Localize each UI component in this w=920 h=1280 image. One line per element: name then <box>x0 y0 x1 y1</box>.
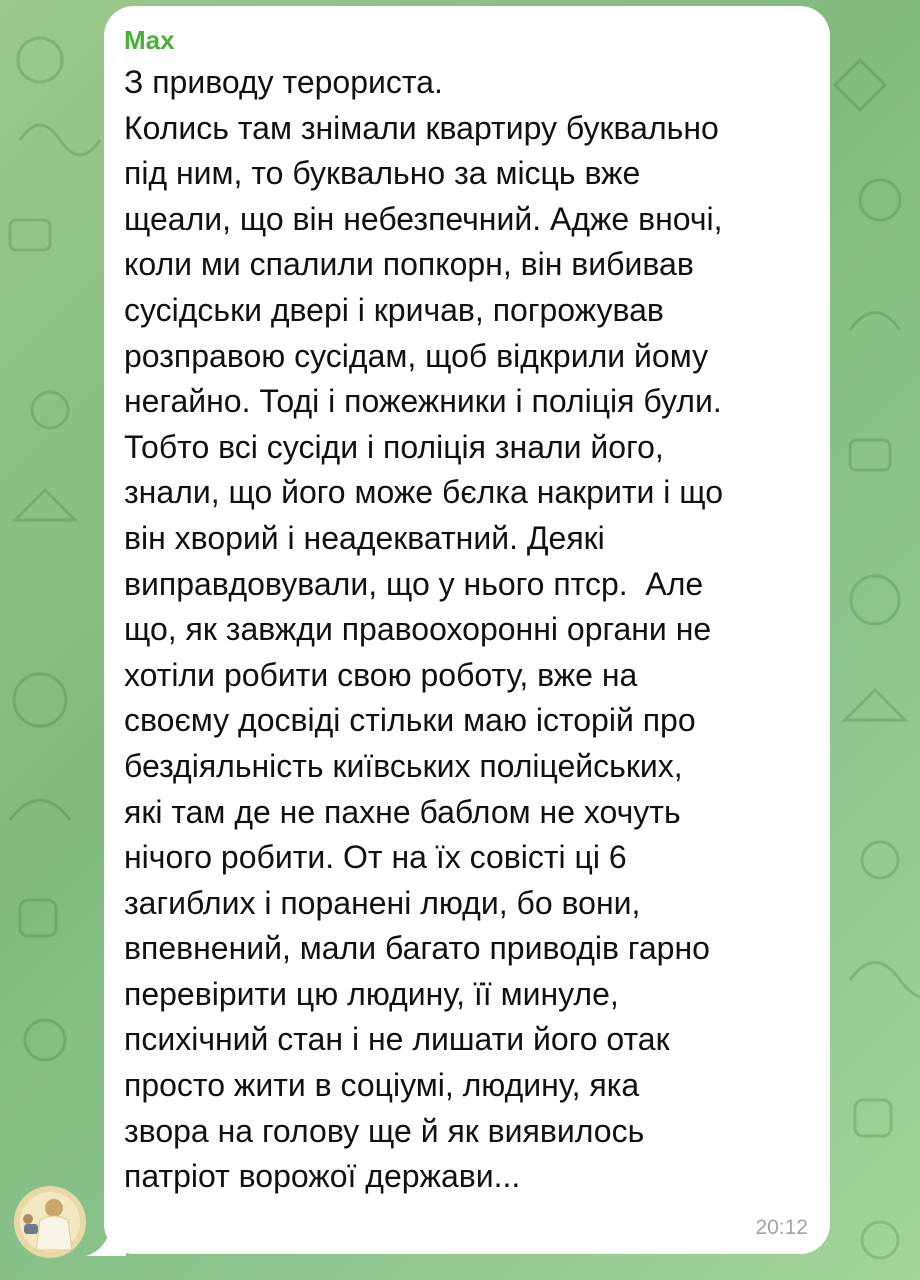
message-line: перевірити цю людину, її минуле, <box>124 975 619 1012</box>
message-line: негайно. Тоді і пожежники і поліція були. <box>124 383 722 420</box>
message-line: Колись там знімали квартиру буквально <box>124 109 719 146</box>
message-line: знали, що його може бєлка накрити і що <box>124 474 724 511</box>
message-line: бездіяльність київських поліцейських, <box>124 747 683 784</box>
message-line: впевнений, мали багато приводів гарно <box>124 930 710 967</box>
message-line: сусідськи двері і кричав, погрожував <box>124 291 664 328</box>
message-line: коли ми спалили попкорн, він вибивав <box>124 246 694 283</box>
message-line: Тобто всі сусіди і поліція знали його, <box>124 428 664 465</box>
message-line: своєму досвіді стільки маю історій про <box>124 702 696 739</box>
sender-avatar[interactable] <box>14 1186 86 1258</box>
message-bubble[interactable] <box>104 6 830 1254</box>
sender-name[interactable]: Max <box>124 25 175 55</box>
message-line: З приводу терориста. <box>124 64 443 100</box>
message-line: психічний стан і не лишати його отак <box>124 1021 670 1058</box>
message-line: загиблих і поранені люди, бо вони, <box>124 884 641 921</box>
message-line: що, як завжди правоохоронні органи не <box>124 611 712 648</box>
message-line: які там де не пахне баблом не хочуть <box>124 793 681 830</box>
message-line: звора на голову ще й як виявилось <box>124 1112 645 1149</box>
message-line: патріот ворожої держави... <box>124 1158 521 1195</box>
message-line: хотіли робити свою роботу, вже на <box>124 656 638 693</box>
message-line: щеали, що він небезпечний. Адже вночі, <box>124 200 723 237</box>
message-line: під ним, то буквально за місць вже <box>124 155 641 192</box>
message-timestamp: 20:12 <box>755 1216 808 1239</box>
message-text <box>124 60 810 1200</box>
message-line: розправою сусідам, щоб відкрили йому <box>124 337 709 374</box>
message-line: виправдовували, що у нього птср. Але <box>124 565 704 602</box>
message-line: він хворий і неадекватний. Деякі <box>124 519 605 556</box>
message-line: нічого робити. От на їх совісті ці 6 <box>124 839 627 876</box>
avatar-photo-icon <box>14 1186 86 1258</box>
message-line: просто жити в соціумі, людину, яка <box>124 1067 640 1104</box>
